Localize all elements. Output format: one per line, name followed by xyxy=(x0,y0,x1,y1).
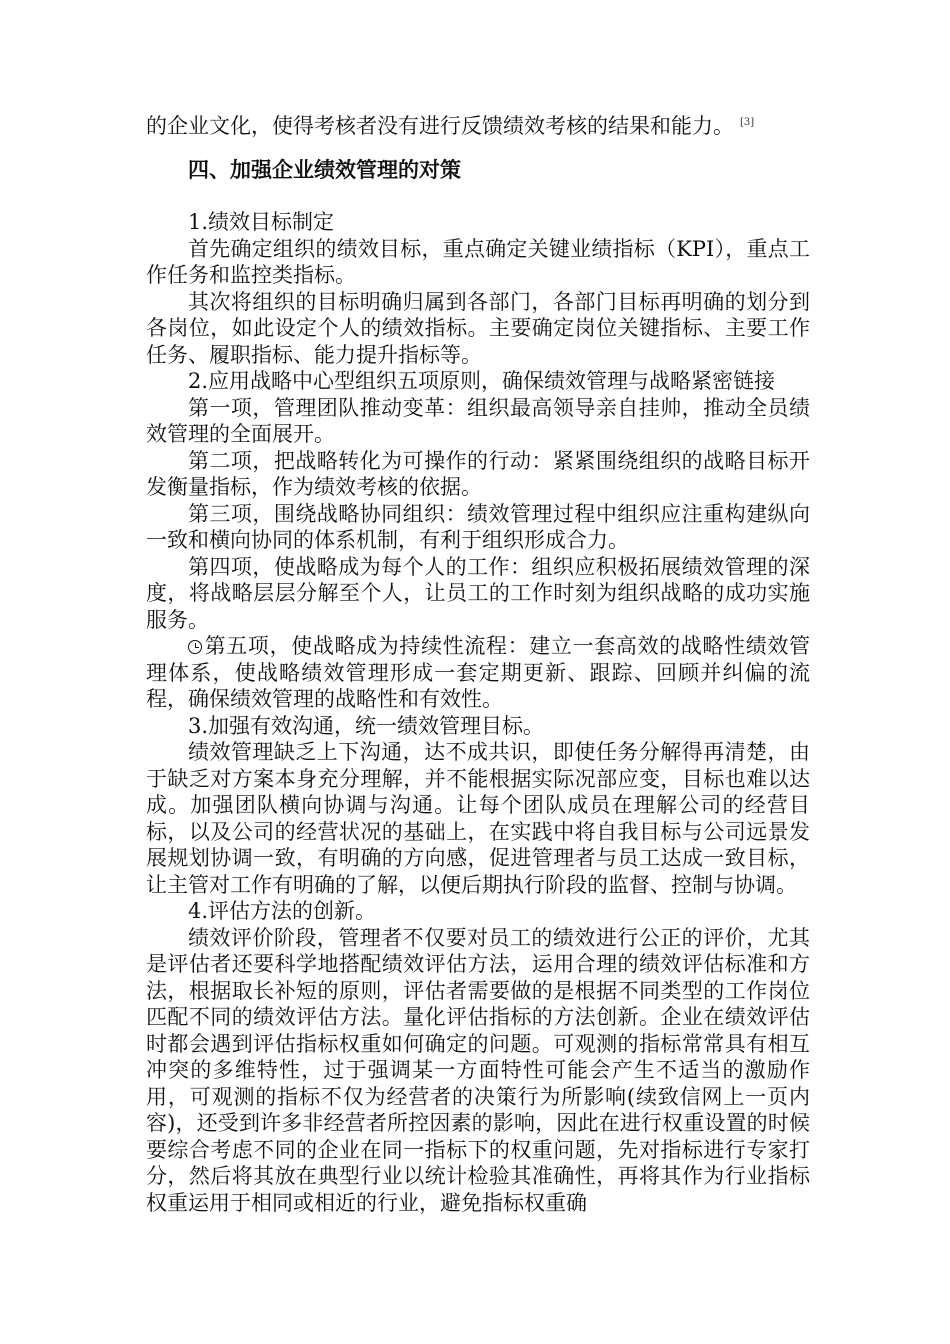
paragraph-communication: 绩效管理缺乏上下沟通，达不成共识，即使任务分解得再清楚，由于缺乏对方案本身充分理解，并不能根据实际况部应变，目标也难以达成。加强团队横向协调与沟通。让每个团队成员在理解公司的经营目标，以及公司的经营状况的基础上，在实践中将自我目标与公司远景发展规划协调一致，有明确的方向感，促进管理者与员工达成一致目标，让主管对工作有明确的了解，以便后期执行阶段的监督、控制与协调。 xyxy=(146,740,810,897)
item-heading-3: 3.加强有效沟通，统一绩效管理目标。 xyxy=(188,713,545,738)
intro-paragraph xyxy=(146,110,810,140)
item-heading-4: 4.评估方法的创新。 xyxy=(188,899,377,923)
document-page xyxy=(146,110,810,1216)
paragraph-principle-2: 第二项，把战略转化为可操作的行动：紧紧围绕组织的战略目标开发衡量指标，作为绩效考核的依据。 xyxy=(146,448,810,499)
paragraph-principle-4: 第四项，使战略成为每个人的工作：组织应积极拓展绩效管理的深度，将战略层层分解至个人，让员工的工作时刻为组织战略的成功实施服务。 xyxy=(146,554,810,632)
paragraph-principle-5-text: 第五项，使战略成为持续性流程：建立一套高效的战略性绩效管理体系，使战略绩效管理形成一套定期更新、跟踪、回顾并纠偏的流程，确保绩效管理的战略性和有效性。 xyxy=(146,634,810,711)
paragraph-goal-second: 其次将组织的目标明确归属到各部门，各部门目标再明确的划分到各岗位，如此设定个人的绩效指标。主要确定岗位关键指标、主要工作任务、履职指标、能力提升指标等。 xyxy=(146,289,810,367)
item-heading-2: 2.应用战略中心型组织五项原则，确保绩效管理与战略紧密链接 xyxy=(188,369,776,393)
citation-marker: [3] xyxy=(740,117,755,128)
clock-icon xyxy=(188,640,202,654)
paragraph-principle-5 xyxy=(146,633,810,713)
section-heading: 四、加强企业绩效管理的对策 xyxy=(188,156,461,182)
intro-text: 的企业文化，使得考核者没有进行反馈绩效考核的结果和能力。 xyxy=(146,114,734,138)
item-heading-1: 1.绩效目标制定 xyxy=(188,210,335,234)
paragraph-principle-3: 第三项，围绕战略协同组织：绩效管理过程中组织应注重构建纵向一致和横向协同的体系机制，有利于组织形成合力。 xyxy=(146,501,810,552)
paragraph-principle-1: 第一项，管理团队推动变革：组织最高领导亲自挂帅，推动全员绩效管理的全面展开。 xyxy=(146,395,810,446)
paragraph-evaluation: 绩效评价阶段，管理者不仅要对员工的绩效进行公正的评价，尤其是评估者还要科学地搭配绩效评估方法，运用合理的绩效评估标准和方法，根据取长补短的原则，评估者需要做的是根据不同类型的工作岗位匹配不同的绩效评估方法。量化评估指标的方法创新。企业在绩效评估时都会遇到评估指标权重如何确定的问题。可观测的指标常常具有相互冲突的多维特性，过于强调某一方面特性可能会产生不适当的激励作用，可观测的指标不仅为经营者的决策行为所影响(续致信网上一页内容)，还受到许多非经营者所控因素的影响，因此在进行权重设置的时候要综合考虑不同的企业在同一指标下的权重问题，先对指标进行专家打分，然后将其放在典型行业以统计检验其准确性，再将其作为行业指标权重运用于相同或相近的行业，避免指标权重确 xyxy=(146,925,810,1215)
paragraph-goal-first: 首先确定组织的绩效目标，重点确定关键业绩指标（KPI），重点工作任务和监控类指标。 xyxy=(146,236,810,287)
